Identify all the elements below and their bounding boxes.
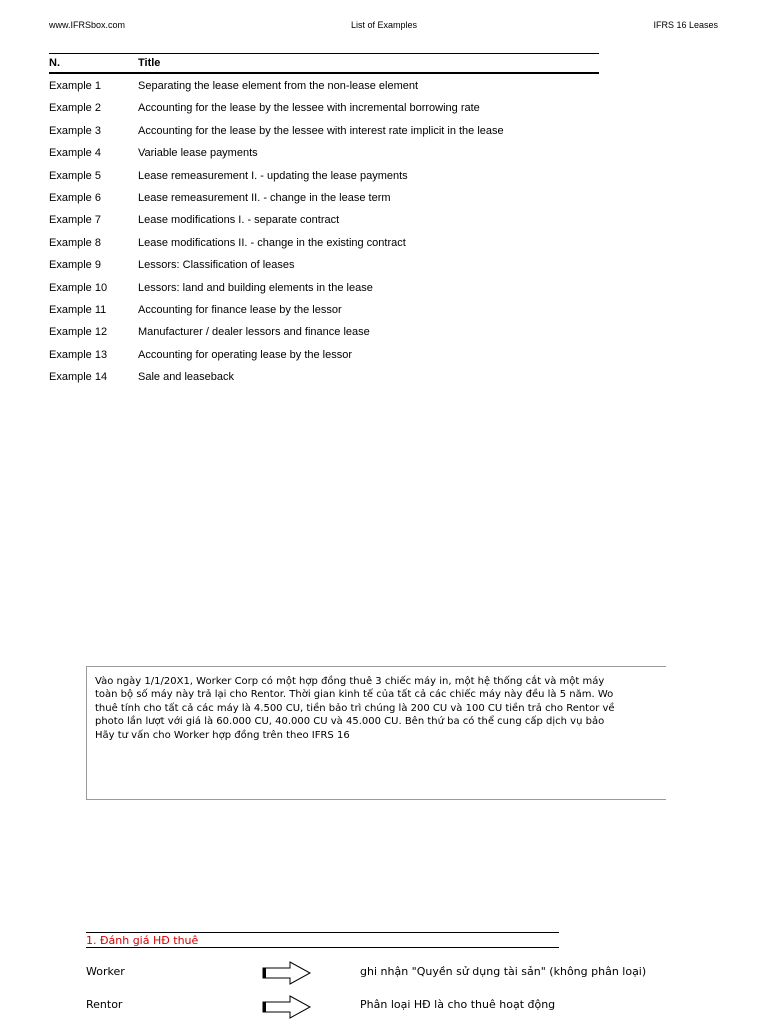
- example-title: Sale and leaseback: [138, 371, 235, 384]
- section-bottom-rule: [86, 947, 559, 948]
- example-title: Lessors: land and building elements in the lease: [138, 281, 373, 294]
- column-header-title: Title: [138, 57, 161, 69]
- party-rentor: Rentor: [86, 998, 123, 1011]
- section-top-rule: [86, 932, 559, 933]
- table-row: [0, 79, 768, 101]
- table-row: [0, 169, 768, 191]
- example-title: Lessors: Classification of leases: [138, 259, 295, 272]
- column-header-number: N.: [49, 57, 60, 69]
- right-arrow-icon: [262, 995, 312, 1019]
- example-title: Lease modifications II. - change in the existing contract: [138, 236, 406, 249]
- example-number: Example 14: [49, 371, 108, 384]
- table-row: [0, 236, 768, 258]
- example-title: Lease modifications I. - separate contract: [138, 214, 340, 227]
- example-title: Accounting for operating lease by the lessor: [138, 348, 353, 361]
- table-row: [0, 213, 768, 235]
- table-row: [0, 124, 768, 146]
- table-row: [0, 191, 768, 213]
- right-arrow-icon: [262, 961, 312, 985]
- example-number: Example 2: [49, 102, 101, 115]
- example-title: Separating the lease element from the non-lease element: [138, 80, 419, 92]
- table-row: [0, 101, 768, 123]
- table-row: [0, 146, 768, 168]
- problem-text-box: [86, 666, 666, 800]
- table-row: [0, 303, 768, 325]
- example-number: Example 11: [49, 303, 107, 316]
- section-title: 1. Đánh giá HĐ thuê: [86, 934, 199, 947]
- example-number: Example 8: [49, 236, 101, 249]
- example-title: Manufacturer / dealer lessors and finance lease: [138, 326, 370, 339]
- table-row: [0, 370, 768, 392]
- example-number: Example 3: [49, 124, 101, 137]
- example-title: Lease remeasurement II. - change in the lease term: [138, 191, 391, 204]
- table-header-rule: [49, 72, 599, 74]
- example-number: Example 13: [49, 348, 108, 361]
- example-number: Example 5: [49, 169, 101, 182]
- party-worker: Worker: [86, 965, 125, 978]
- rentor-description: Phân loại HĐ là cho thuê hoạt động: [360, 998, 556, 1011]
- example-title: Variable lease payments: [138, 147, 258, 160]
- worker-description: ghi nhận "Quyền sử dụng tài sản" (không phân loại): [360, 965, 647, 978]
- table-row: [0, 281, 768, 303]
- example-number: Example 9: [49, 259, 101, 272]
- example-number: Example 10: [49, 281, 108, 294]
- example-title: Accounting for finance lease by the lessor: [138, 303, 342, 316]
- header-website: www.IFRSbox.com: [49, 20, 126, 30]
- table-row: [0, 348, 768, 370]
- example-number: Example 1: [49, 80, 101, 92]
- table-top-rule: [49, 53, 599, 54]
- example-title: Lease remeasurement I. - updating the lease payments: [138, 169, 408, 182]
- example-title: Accounting for the lease by the lessee with incremental borrowing rate: [138, 102, 480, 115]
- table-row: [0, 325, 768, 347]
- example-number: Example 4: [49, 147, 101, 160]
- example-title: Accounting for the lease by the lessee with interest rate implicit in the lease: [138, 124, 504, 137]
- examples-list: [0, 79, 768, 392]
- example-number: Example 6: [49, 191, 101, 204]
- example-number: Example 12: [49, 326, 108, 339]
- example-number: Example 7: [49, 214, 101, 227]
- problem-text: Vào ngày 1/1/20X1, Worker Corp có một hợp đồng thuê 3 chiếc máy in, một hệ thống cắt và một máy toàn bộ số máy này trả lại cho Rentor. Thời gian kinh tế của tất cả các chiếc máy này đều là 5 năm. Wo thuê tính cho tất cả các máy là 4.500 CU, tiền bảo trì chúng là 200 CU và 100 CU tiền trả cho Rentor về photo lần lượt với giá là 60.000 CU, 40.000 CU và 45.000 CU. Bên thứ ba có thể cung cấp dịch vụ bảo Hãy tư vấn cho Worker hợp đồng trên theo IFRS 16: [95, 676, 615, 741]
- header-title: List of Examples: [350, 20, 418, 30]
- header-subject: IFRS 16 Leases: [653, 20, 718, 30]
- table-row: [0, 258, 768, 280]
